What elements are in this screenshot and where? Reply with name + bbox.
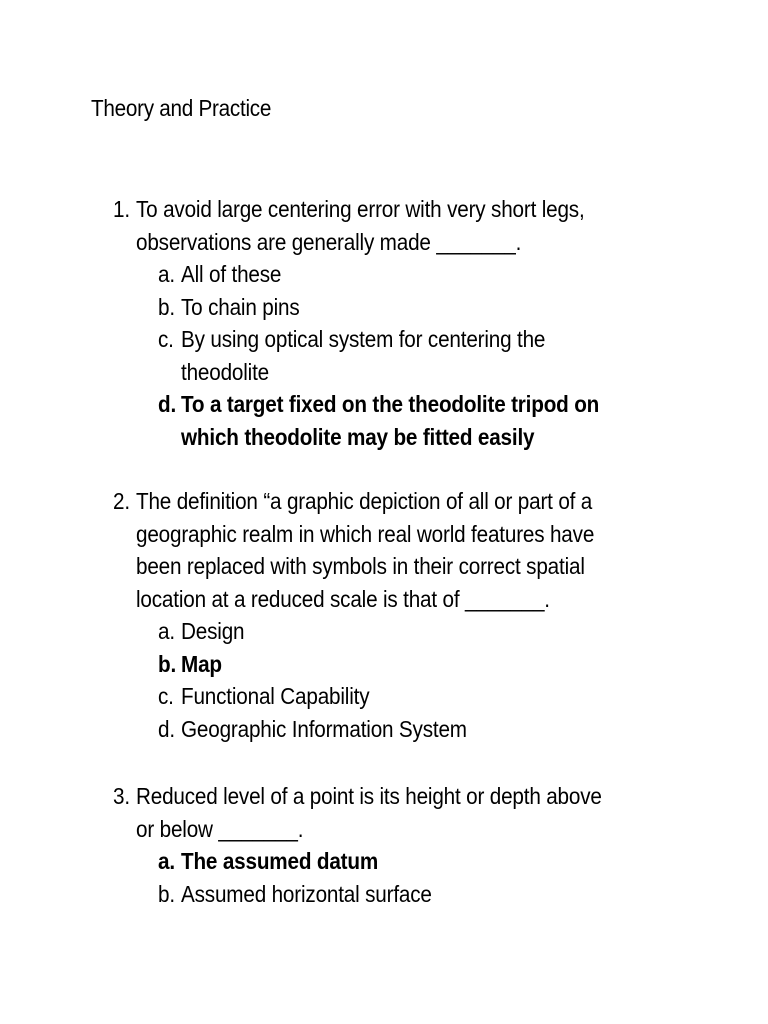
option-text xyxy=(181,258,660,291)
option-text xyxy=(181,291,660,324)
option-letter: c. xyxy=(158,326,174,352)
option-text-line: Map xyxy=(181,650,222,677)
option-text-line: Geographic Information System xyxy=(181,715,467,742)
option-text xyxy=(181,648,660,681)
option-text-line: To a target fixed on the theodolite tripod on xyxy=(181,391,600,417)
question-text-line: The definition “a graphic depiction of all or part of a xyxy=(136,488,593,514)
option-b xyxy=(158,878,713,911)
option-text xyxy=(181,388,660,453)
option-text xyxy=(181,680,660,713)
option-c xyxy=(158,323,713,388)
option-a xyxy=(158,615,713,648)
option-letter: d. xyxy=(158,715,175,742)
question-number: 1. xyxy=(113,196,130,222)
option-text-line: Functional Capability xyxy=(181,683,370,709)
option-text-line: Assumed horizontal surface xyxy=(181,880,432,907)
question-text-line: been replaced with symbols in their correct spatial xyxy=(136,553,585,579)
option-letter: b. xyxy=(158,880,175,907)
option-letter: c. xyxy=(158,683,174,709)
option-text-line: To chain pins xyxy=(181,293,300,320)
option-letter: b. xyxy=(158,293,175,320)
question-stem xyxy=(113,485,713,615)
option-letter: a. xyxy=(158,618,175,644)
option-letter: d. xyxy=(158,391,177,417)
option-text-line: Design xyxy=(181,618,245,644)
question-3 xyxy=(113,780,713,910)
option-c xyxy=(158,680,713,713)
option-text-line: theodolite xyxy=(181,358,269,385)
option-text xyxy=(181,845,660,878)
option-letter: a. xyxy=(158,848,175,874)
question-1 xyxy=(113,193,713,453)
question-text-line: location at a reduced scale is that of _______. xyxy=(136,585,550,612)
document-title: Theory and Practice xyxy=(91,95,272,121)
option-a xyxy=(158,258,713,291)
option-text-line: All of these xyxy=(181,261,282,287)
option-letter: a. xyxy=(158,261,175,287)
question-text xyxy=(136,485,655,615)
option-text xyxy=(181,615,660,648)
question-stem xyxy=(113,780,713,845)
question-text-line: geographic realm in which real world features have xyxy=(136,520,595,547)
option-list xyxy=(158,615,713,745)
option-b-correct-answer xyxy=(158,648,713,681)
question-2 xyxy=(113,485,713,745)
option-d-correct-answer xyxy=(158,388,713,453)
option-text xyxy=(181,323,660,388)
option-letter: b. xyxy=(158,650,177,677)
option-text-line: By using optical system for centering the xyxy=(181,326,546,352)
question-text-line: observations are generally made _______. xyxy=(136,228,522,255)
question-text xyxy=(136,193,655,258)
option-b xyxy=(158,291,713,324)
option-text xyxy=(181,878,660,911)
option-list xyxy=(158,845,713,910)
option-list xyxy=(158,258,713,453)
option-d xyxy=(158,713,713,746)
option-a-correct-answer xyxy=(158,845,713,878)
option-text-line: The assumed datum xyxy=(181,848,379,874)
option-text-line: which theodolite may be fitted easily xyxy=(181,423,535,450)
question-text-line: To avoid large centering error with very short legs, xyxy=(136,196,585,222)
question-number: 2. xyxy=(113,488,130,514)
option-text xyxy=(181,713,660,746)
question-text xyxy=(136,780,655,845)
question-text-line: or below _______. xyxy=(136,815,304,842)
question-stem xyxy=(113,193,713,258)
question-text-line: Reduced level of a point is its height or depth above xyxy=(136,783,602,809)
question-number: 3. xyxy=(113,783,130,809)
